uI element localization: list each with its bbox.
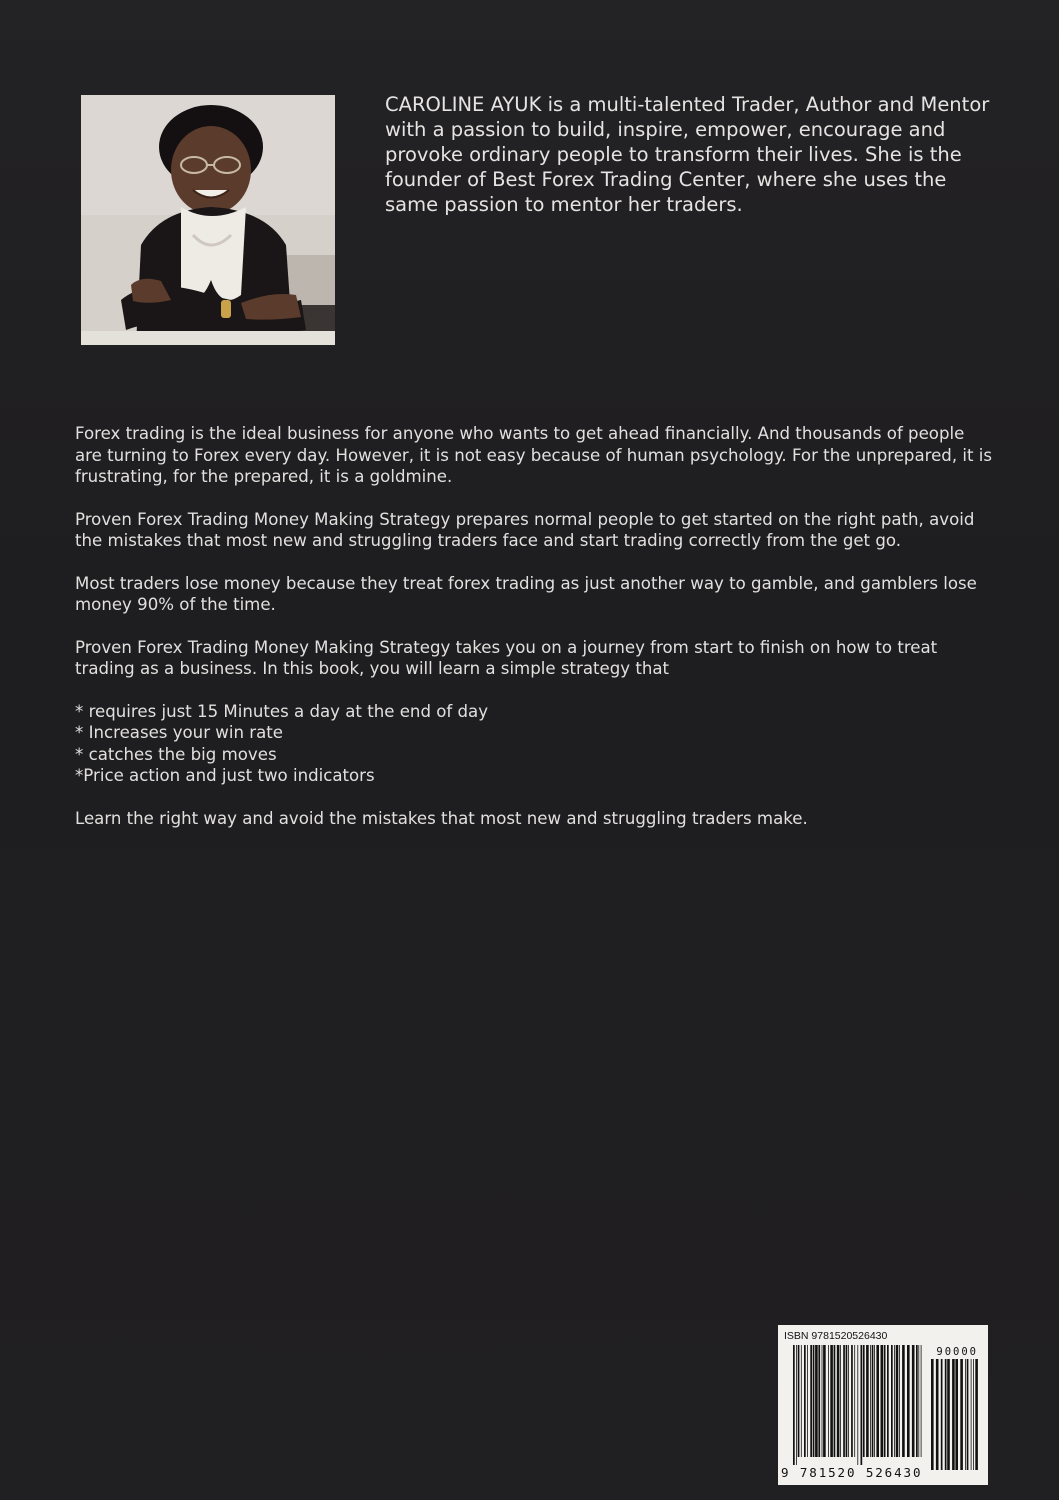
description-paragraph: Proven Forex Trading Money Making Strategy prepares normal people to get started on the right path, avoid the mistakes that most new and struggling traders face and start trading correctly from the get go. <box>75 509 975 550</box>
barcode-bar <box>936 1359 939 1470</box>
barcode-bar <box>876 1345 879 1457</box>
author-photo <box>81 95 335 345</box>
barcode-bar <box>952 1359 955 1470</box>
ean-barcode-bars <box>792 1345 925 1465</box>
description-paragraph: Proven Forex Trading Money Making Strategy takes you on a journey from start to finish on how to treat trading as a business. In this book, you will learn a simple strategy that <box>75 637 938 678</box>
barcode-bar <box>912 1345 915 1457</box>
barcode-bar <box>916 1345 918 1457</box>
barcode-bar <box>848 1345 849 1457</box>
barcode-bar <box>931 1359 934 1470</box>
barcode-bar <box>822 1345 823 1457</box>
barcode-bar <box>874 1345 875 1457</box>
barcode-bar <box>941 1359 943 1470</box>
barcode-bar <box>854 1345 855 1457</box>
isbn-label: ISBN 9781520526430 <box>784 1330 888 1342</box>
barcode-bar <box>837 1345 840 1457</box>
barcode-bar <box>975 1359 978 1470</box>
feature-list-item: * Increases your win rate <box>75 723 283 742</box>
author-portrait-photo-icon <box>81 95 335 345</box>
barcode-bar <box>815 1345 818 1457</box>
barcode-bar <box>828 1345 829 1457</box>
barcode-bar <box>899 1345 900 1457</box>
barcode-bar <box>863 1345 865 1457</box>
barcode-icon <box>792 1345 925 1465</box>
feature-list <box>75 701 995 787</box>
barcode-bar <box>907 1345 910 1457</box>
barcode-bar <box>793 1345 795 1465</box>
barcode-bar <box>896 1345 899 1457</box>
barcode-bar <box>807 1345 808 1457</box>
barcode-bar <box>861 1345 863 1465</box>
barcode-bar <box>973 1359 974 1470</box>
barcode-bar <box>851 1345 853 1457</box>
book-description <box>75 423 995 850</box>
barcode-bar <box>884 1345 886 1457</box>
isbn-barcode <box>778 1325 988 1485</box>
barcode-bar <box>804 1345 806 1457</box>
barcode-bar <box>866 1345 869 1457</box>
description-paragraph: Forex trading is the ideal business for anyone who wants to get ahead financially. And thousands of people are turning to Forex every day. However, it is not easy because of human psychology. For the unprepared, it is frustrating, for the prepared, it is a goldmine. <box>75 424 993 486</box>
barcode-bar <box>857 1345 858 1465</box>
addon-barcode-icon <box>930 1359 980 1478</box>
barcode-bar <box>945 1359 947 1470</box>
barcode-bar <box>818 1345 820 1457</box>
barcode-bar <box>894 1345 895 1457</box>
barcode-bar <box>840 1345 841 1457</box>
barcode-bar <box>902 1345 905 1457</box>
feature-list-item: * requires just 15 Minutes a day at the end of day <box>75 701 489 721</box>
barcode-bar <box>798 1345 800 1457</box>
barcode-bar <box>965 1359 966 1470</box>
author-bio: CAROLINE AYUK is a multi-talented Trader, Author and Mentor with a passion to build, inspire, empower, encourage and provoke ordinary people to transform their lives. She is the founder of Best Forex Trading Center, where she uses the same passion to mentor her traders. <box>385 93 990 216</box>
ean-digits: 9 781520 526430 <box>781 1465 923 1480</box>
closing-line: Learn the right way and avoid the mistakes that most new and struggling traders make. <box>75 808 808 828</box>
barcode-bar <box>881 1345 884 1457</box>
feature-list-item: *Price action and just two indicators <box>75 766 375 785</box>
addon-barcode-bars <box>930 1359 980 1478</box>
barcode-bar <box>971 1359 972 1470</box>
barcode-bar <box>872 1345 874 1457</box>
barcode-bar <box>960 1359 963 1470</box>
barcode-bar <box>846 1345 848 1457</box>
barcode-bar <box>921 1345 922 1457</box>
barcode-bar <box>955 1359 958 1470</box>
barcode-bar <box>801 1345 802 1457</box>
barcode-bar <box>823 1345 826 1457</box>
barcode-bar <box>967 1359 969 1470</box>
feature-list-item: * catches the big moves <box>75 744 277 764</box>
barcode-bar <box>810 1345 812 1457</box>
barcode-bar <box>796 1345 797 1465</box>
barcode-bar <box>870 1345 871 1457</box>
barcode-bar <box>830 1345 833 1457</box>
barcode-bar <box>843 1345 845 1457</box>
barcode-bar <box>887 1345 889 1457</box>
barcode-bar <box>918 1345 919 1457</box>
barcode-bar <box>891 1345 893 1457</box>
barcode-bar <box>834 1345 836 1457</box>
barcode-bar <box>947 1359 950 1470</box>
description-paragraph: Most traders lose money because they treat forex trading as just another way to gamble, and gamblers lose money 90% of the time. <box>75 573 977 614</box>
barcode-bar <box>813 1345 815 1457</box>
price-code: 90000 <box>936 1346 978 1358</box>
